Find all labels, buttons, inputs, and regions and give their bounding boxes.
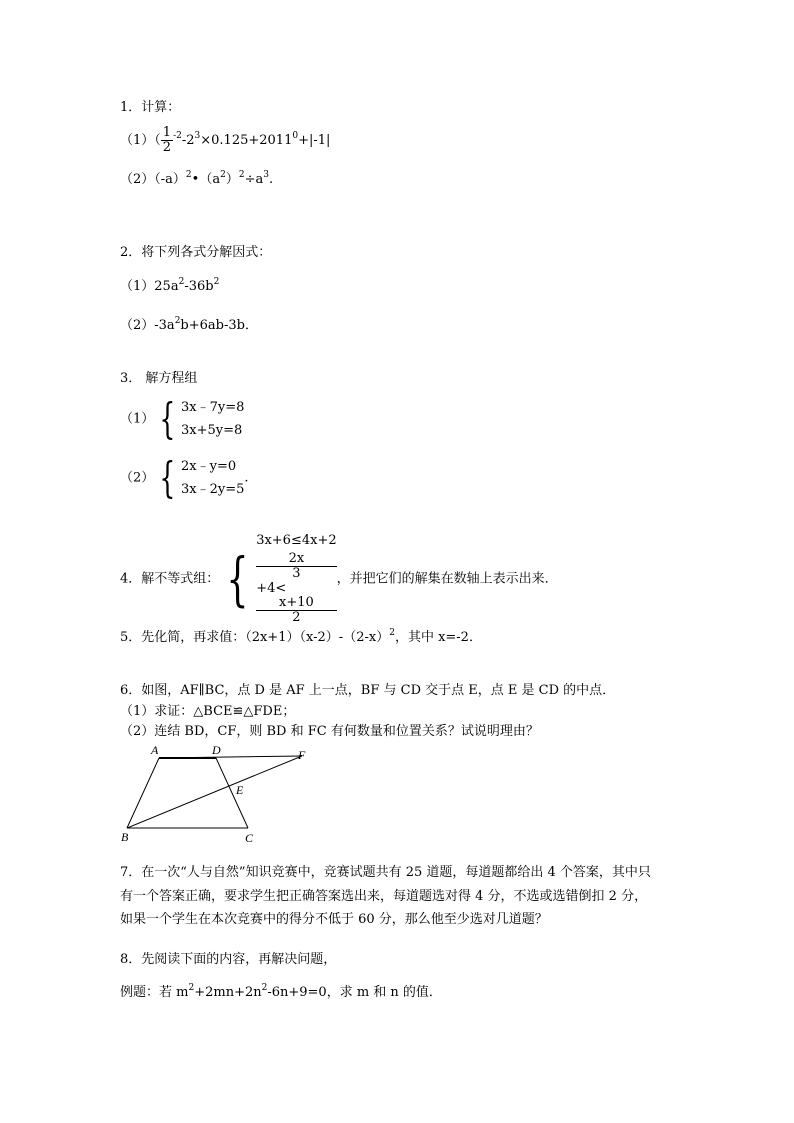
q2-part2 [120, 318, 258, 334]
q4-ineq2 [256, 552, 336, 625]
label-f: F [298, 748, 306, 762]
q1-part1 [120, 126, 330, 156]
q5 [120, 630, 482, 646]
label-a: A [151, 743, 159, 757]
q8-title: 8．先阅读下面的内容，再解决问题， [120, 952, 337, 967]
q1-p2-d: ÷a [244, 172, 264, 187]
q7-line1: 7．在一次“人与自然”知识竞赛中，竞赛试题共有 25 道题，每道题都给出 4 个答案，其中只 [120, 865, 651, 880]
q4-frac2-den: 2 [292, 610, 301, 625]
q3-p2-system [181, 455, 244, 501]
q5-b: ，其中 x=-2． [394, 630, 482, 645]
q4-system [256, 533, 336, 625]
brace-icon: { [159, 453, 176, 502]
q2-p2-exp: 2 [174, 316, 181, 326]
q1-exp: -2 [173, 131, 182, 141]
segment-ab [127, 758, 159, 828]
q8-ex-b: +2mn+2n [194, 985, 262, 1000]
q3-p1-system [181, 396, 244, 442]
q1-p2-exp3: 2 [238, 170, 245, 180]
q6-part1: （1）求证：△BCE≌△FDE； [120, 704, 296, 719]
label-e: E [236, 783, 244, 797]
q1-part1-prefix: （1）（ [120, 133, 161, 148]
brace-icon: { [226, 545, 249, 613]
q8-example [120, 985, 442, 1001]
q2-p1-b: -36b [184, 279, 214, 294]
q2-p2-b: b+6ab-3b． [180, 318, 258, 333]
q4-label: 4．解不等式组： [120, 571, 220, 587]
q4-ineq1: 3x+6≤4x+2 [256, 533, 337, 548]
q1-p2-c: ） [225, 172, 239, 187]
q4-mid: +4< [256, 581, 287, 596]
q3-p2-eq2: 3x﹣2y=5 [181, 482, 245, 497]
q1-p2-e: . [268, 172, 274, 187]
q1-p2-exp2: 2 [220, 170, 226, 180]
q1-title: 1．计算： [120, 100, 181, 115]
q8-ex-exp2: 2 [261, 983, 268, 993]
q1-part2 [120, 172, 273, 188]
geometry-figure [115, 742, 315, 847]
q1-frac-den: 2 [162, 140, 172, 155]
label-d: D [212, 743, 221, 757]
q5-exp: 2 [389, 628, 395, 638]
q7-line3: 如果一个学生在本次竞赛中的得分不低于 60 分，那么他至少选对几道题？ [120, 912, 548, 927]
q8-ex-exp1: 2 [188, 983, 195, 993]
q1-exp3: 0 [292, 131, 299, 141]
q3-p2-eq1: 2x﹣y=0 [181, 459, 237, 474]
q2-p1-exp1: 2 [178, 277, 185, 287]
q3-p2-end: . [244, 470, 249, 486]
q1-mid2: ×0.125+2011 [200, 133, 293, 148]
q1-p2-exp1: 2 [185, 170, 192, 180]
q1-fraction [161, 126, 173, 155]
q3-p1-label: （1） [120, 411, 155, 427]
q1-frac-num: 1 [162, 125, 172, 140]
q2-title: 2．将下列各式分解因式： [120, 245, 272, 260]
q2-p1-a: （1）25a [120, 279, 179, 294]
q3-part1 [120, 396, 244, 443]
q5-a: 5．先化简，再求值：（2x+1）（x-2）-（2-x） [120, 630, 390, 645]
brace-icon: { [159, 394, 176, 443]
q1-exp2: 3 [194, 131, 201, 141]
label-c: C [245, 831, 254, 845]
q6-part2: （2）连结 BD，CF，则 BD 和 FC 有何数量和位置关系？试说明理由？ [120, 724, 539, 739]
q8-ex-a: 例题：若 m [120, 985, 189, 1000]
q4-frac2-num: x+10 [256, 596, 336, 611]
q1-p2-b: •（a [191, 172, 221, 187]
q3-part2 [120, 455, 249, 502]
q2-p1-exp2: 2 [213, 277, 220, 287]
q4-tail: ，并把它们的解集在数轴上表示出来． [336, 571, 558, 587]
q6-text: 6．如图，AF∥BC，点 D 是 AF 上一点，BF 与 CD 交于点 E，点 E 是 CD 的中点． [120, 683, 616, 698]
label-b: B [121, 830, 129, 844]
q1-p2-exp4: 3 [263, 170, 269, 180]
q3-title: 3． 解方程组 [120, 371, 198, 386]
q3-p1-eq2: 3x+5y=8 [181, 423, 243, 438]
q1-p2-a: （2）（-a） [120, 172, 186, 187]
q4-frac1-den: 3 [292, 566, 301, 581]
q4 [120, 533, 558, 625]
q4-frac2 [256, 596, 336, 625]
q3-p1-eq1: 3x﹣7y=8 [181, 400, 245, 415]
q2-part1 [120, 279, 219, 295]
segment-bf [127, 756, 302, 828]
q4-frac1-num: 2x [256, 552, 336, 567]
q1-mid: -2 [181, 133, 195, 148]
q2-p2-a: （2）-3a [120, 318, 175, 333]
q7-line2: 有一个答案正确，要求学生把正确答案选出来，每道题选对得 4 分，不选或选错倒扣 2 分， [120, 889, 648, 904]
q3-p2-label: （2） [120, 470, 155, 486]
q1-end: +|-1| [298, 133, 331, 148]
q4-frac1 [256, 552, 336, 581]
q8-ex-c: -6n+9=0，求 m 和 n 的值． [267, 985, 442, 1000]
